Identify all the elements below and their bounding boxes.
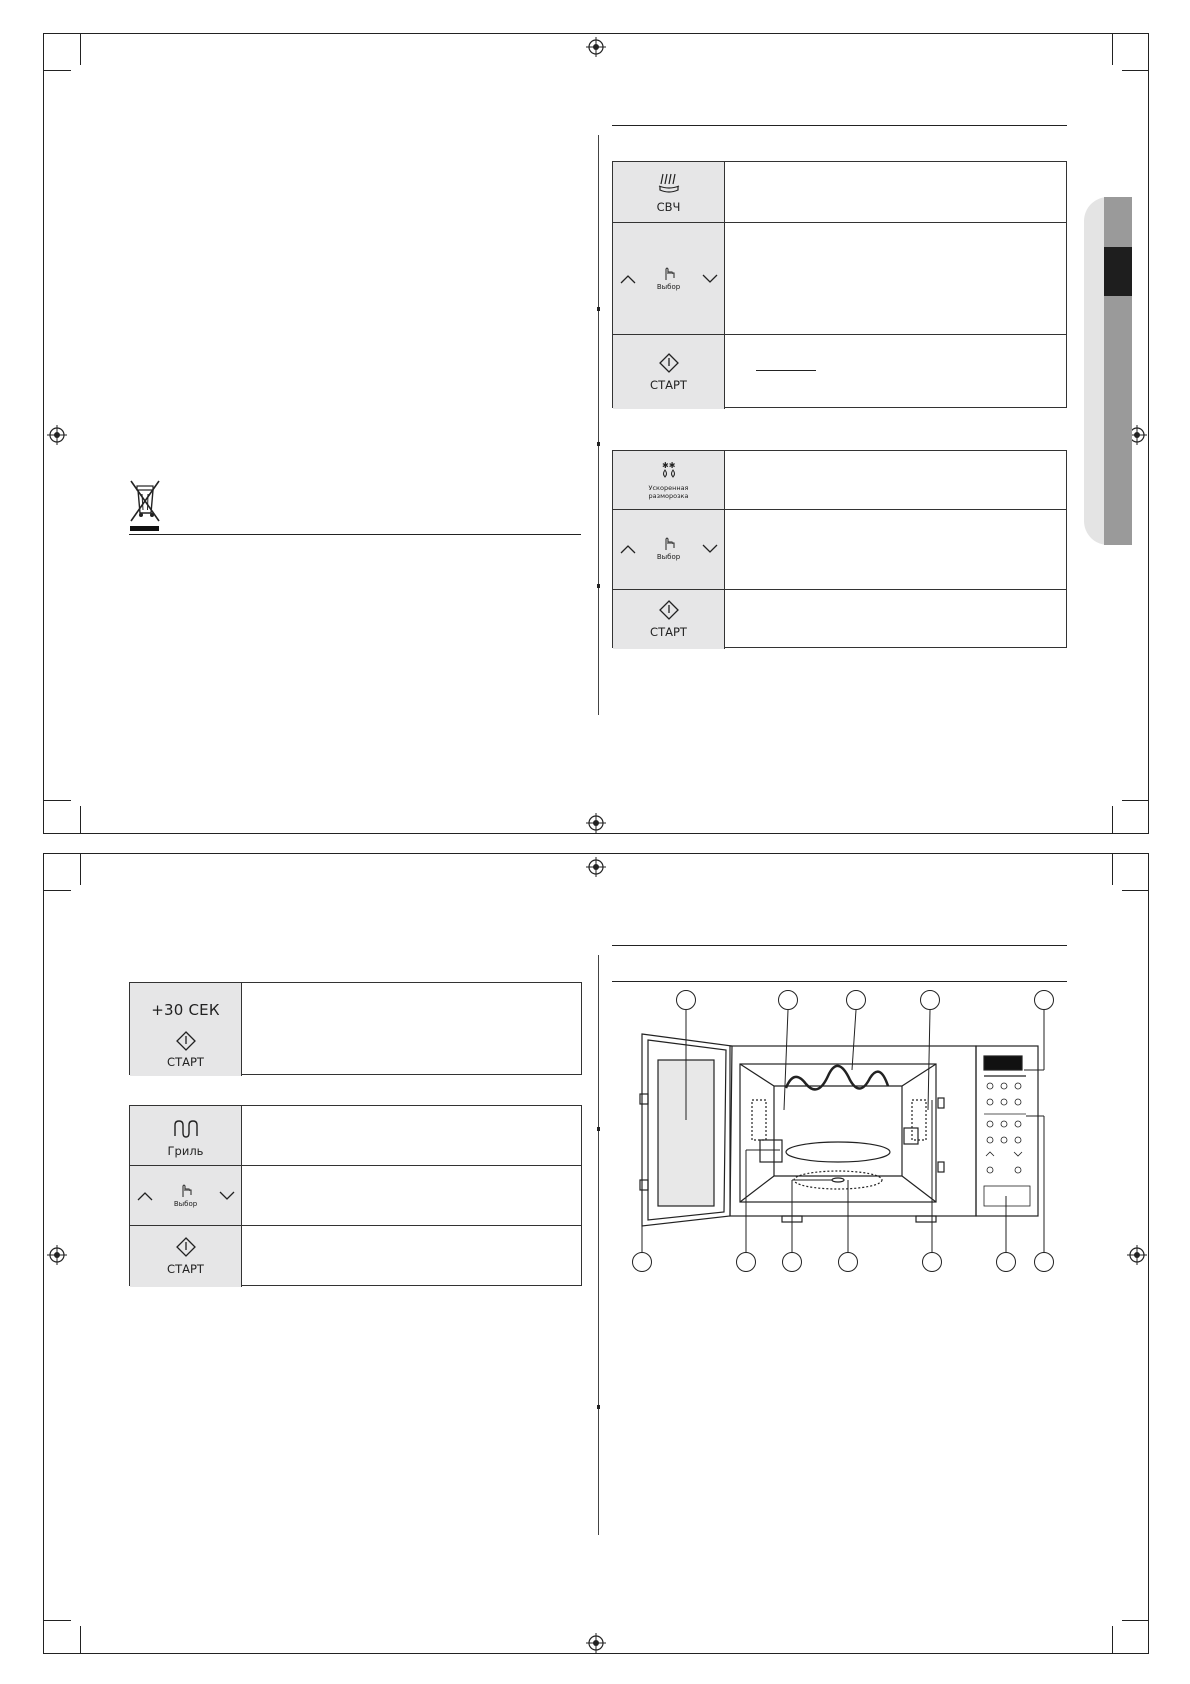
- crop-mark: [80, 1626, 81, 1654]
- button-label: Выбор: [656, 553, 681, 561]
- button-label: СТАРТ: [650, 625, 687, 639]
- diagram-callout: [782, 1252, 802, 1272]
- diagram-callout: [922, 1252, 942, 1272]
- registration-mark-icon: [47, 1245, 67, 1265]
- diagram-callout: [736, 1252, 756, 1272]
- table-row: [130, 983, 581, 1076]
- table-row: [613, 451, 1066, 510]
- instructions-table-microwave: [612, 161, 1067, 408]
- diagram-callout: [846, 990, 866, 1010]
- diagram-callout: [632, 1252, 652, 1272]
- button-label-plus30: +30 СЕК: [151, 1001, 220, 1019]
- table-row: [613, 590, 1066, 649]
- registration-mark-icon: [586, 37, 606, 57]
- diagram-callout: [996, 1252, 1016, 1272]
- button-cell: [613, 335, 725, 409]
- divider-tick: [597, 442, 600, 446]
- diagram-callout: [920, 990, 940, 1010]
- crop-mark: [43, 800, 71, 801]
- crop-mark: [1112, 1626, 1113, 1654]
- column-divider: [598, 955, 599, 1535]
- button-label: Выбор: [656, 283, 681, 291]
- table-row: [130, 1106, 581, 1166]
- registration-mark-icon: [47, 425, 67, 445]
- instructions-table-plus30: [129, 982, 582, 1075]
- button-cell: [130, 1106, 242, 1165]
- table-row: [613, 162, 1066, 223]
- button-cell: [613, 510, 725, 589]
- button-label-line2: разморозка: [648, 492, 689, 500]
- diagram-callout: [838, 1252, 858, 1272]
- chapter-tab-active: [1104, 247, 1132, 296]
- diagram-callout: [1034, 1252, 1054, 1272]
- registration-mark-icon: [586, 857, 606, 877]
- divider-tick: [597, 1127, 600, 1131]
- button-cell: [613, 590, 725, 649]
- crop-mark: [1112, 853, 1113, 885]
- instructions-table-grill: [129, 1105, 582, 1286]
- microwave-oven-diagram: [612, 990, 1072, 1270]
- button-label: СВЧ: [656, 200, 681, 214]
- crop-mark: [1122, 70, 1149, 71]
- table-row: [613, 510, 1066, 590]
- divider-tick: [597, 307, 600, 311]
- crop-mark: [1112, 33, 1113, 65]
- instructions-table-defrost: [612, 450, 1067, 648]
- section-rule: [612, 981, 1067, 982]
- crop-mark: [80, 853, 81, 885]
- start-diamond-icon: [659, 600, 679, 620]
- chevron-down-icon: [219, 1191, 235, 1201]
- crop-mark: [80, 806, 81, 834]
- button-label: СТАРТ: [650, 378, 687, 392]
- registration-mark-icon: [586, 813, 606, 833]
- section-rule: [612, 945, 1067, 946]
- diagram-callout: [1034, 990, 1054, 1010]
- microwave-waves-icon: [657, 173, 681, 195]
- button-cell: [613, 223, 725, 334]
- diagram-callout: [676, 990, 696, 1010]
- select-hand-icon: [662, 267, 676, 281]
- crop-mark: [43, 1620, 71, 1621]
- crop-mark: [1122, 890, 1149, 891]
- registration-mark-icon: [586, 1633, 606, 1653]
- crop-mark: [43, 890, 71, 891]
- button-label: СТАРТ: [167, 1262, 204, 1276]
- select-hand-icon: [662, 537, 676, 551]
- table-row: [130, 1226, 581, 1287]
- chevron-down-icon: [702, 544, 718, 554]
- table-row: [130, 1166, 581, 1226]
- crop-mark: [80, 33, 81, 65]
- top-page-frame: [43, 33, 1149, 834]
- start-diamond-icon: [176, 1237, 196, 1257]
- button-cell: [130, 983, 242, 1076]
- defrost-snowflake-icon: [660, 461, 678, 479]
- button-label-line1: Ускоренная: [648, 484, 689, 492]
- crossed-out-wheelie-bin-icon: [129, 477, 161, 533]
- start-diamond-icon: [176, 1031, 196, 1051]
- divider-tick: [597, 584, 600, 588]
- button-cell: [130, 1226, 242, 1287]
- svg-text:✱✱: ✱✱: [662, 461, 676, 470]
- section-rule: [129, 534, 581, 535]
- button-cell: [613, 162, 725, 222]
- select-hand-icon: [179, 1184, 193, 1198]
- crop-mark: [1112, 806, 1113, 834]
- registration-mark-icon: [1127, 1245, 1147, 1265]
- table-row: [613, 335, 1066, 409]
- button-cell: [613, 451, 725, 509]
- button-label: СТАРТ: [167, 1055, 204, 1069]
- divider-tick: [597, 1405, 600, 1409]
- section-rule: [612, 125, 1067, 126]
- button-label: Гриль: [167, 1144, 204, 1158]
- crop-mark: [1122, 1620, 1149, 1621]
- table-row: [613, 223, 1066, 335]
- crop-mark: [43, 70, 71, 71]
- crop-mark: [1122, 800, 1149, 801]
- underline-mark: [756, 370, 816, 371]
- button-cell: [130, 1166, 242, 1225]
- start-diamond-icon: [659, 353, 679, 373]
- diagram-callout: [778, 990, 798, 1010]
- column-divider: [598, 135, 599, 715]
- chevron-down-icon: [702, 274, 718, 284]
- grill-coil-icon: [173, 1120, 199, 1138]
- button-label: Выбор: [173, 1200, 198, 1208]
